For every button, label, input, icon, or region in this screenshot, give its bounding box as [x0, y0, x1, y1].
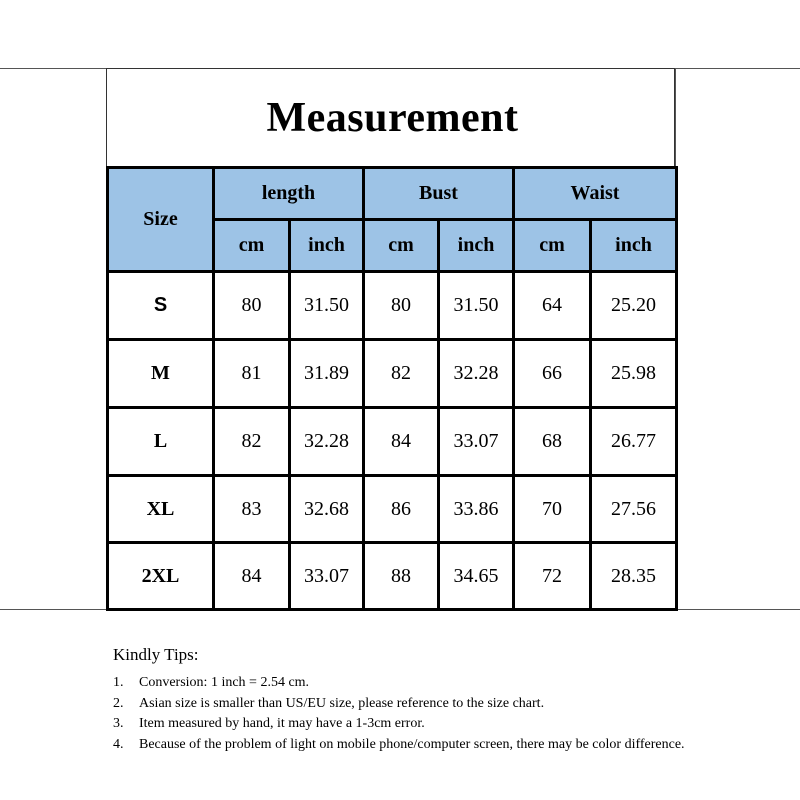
table-cell: 68	[514, 408, 591, 476]
table-cell: 31.50	[439, 272, 514, 340]
bust-header: Bust	[364, 168, 514, 220]
table-row	[108, 272, 677, 340]
table-cell: 66	[514, 340, 591, 408]
table-row	[108, 543, 677, 610]
size-label: S	[108, 272, 214, 340]
table-cell: 31.89	[290, 340, 364, 408]
size-column-header: Size	[108, 168, 214, 272]
table-cell: 32.28	[439, 340, 514, 408]
unit-header: cm	[214, 220, 290, 272]
list-item	[113, 714, 753, 735]
table-row	[108, 408, 677, 476]
tip-text: Conversion: 1 inch = 2.54 cm.	[139, 675, 310, 690]
page-title: Measurement	[266, 94, 519, 141]
table-cell: 25.20	[591, 272, 677, 340]
list-item	[113, 735, 753, 756]
size-chart-table	[106, 166, 678, 611]
list-item	[113, 673, 753, 694]
table-cell: 84	[214, 543, 290, 610]
table-cell: 64	[514, 272, 591, 340]
tip-text: Item measured by hand, it may have a 1-3cm error.	[139, 716, 425, 731]
title-box	[106, 68, 675, 166]
list-number: 2.	[113, 695, 124, 711]
table-cell: 28.35	[591, 543, 677, 610]
tips-section	[113, 645, 753, 755]
waist-header: Waist	[514, 168, 677, 220]
table-cell: 26.77	[591, 408, 677, 476]
table-cell: 25.98	[591, 340, 677, 408]
table-cell: 72	[514, 543, 591, 610]
table-cell: 80	[364, 272, 439, 340]
table-cell: 81	[214, 340, 290, 408]
tip-text: Asian size is smaller than US/EU size, please reference to the size chart.	[139, 695, 545, 711]
table-cell: 83	[214, 476, 290, 543]
table-cell: 82	[214, 408, 290, 476]
size-label: XL	[108, 476, 214, 543]
unit-header: inch	[439, 220, 514, 272]
tip-text: Because of the problem of light on mobile phone/computer screen, there may be color difference.	[139, 736, 685, 752]
table-cell: 84	[364, 408, 439, 476]
table-cell: 33.07	[290, 543, 364, 610]
unit-header: cm	[364, 220, 439, 272]
tips-list	[113, 673, 753, 755]
table-cell: 31.50	[290, 272, 364, 340]
size-label: M	[108, 340, 214, 408]
table-cell: 86	[364, 476, 439, 543]
list-number: 1.	[113, 675, 124, 690]
unit-header: inch	[290, 220, 364, 272]
table-cell: 82	[364, 340, 439, 408]
table-cell: 32.68	[290, 476, 364, 543]
group-header-row	[108, 168, 677, 220]
unit-header: inch	[591, 220, 677, 272]
table-cell: 34.65	[439, 543, 514, 610]
table-cell: 80	[214, 272, 290, 340]
size-label: 2XL	[108, 543, 214, 610]
list-number: 4.	[113, 736, 124, 752]
table-cell: 70	[514, 476, 591, 543]
table-cell: 88	[364, 543, 439, 610]
table-cell: 27.56	[591, 476, 677, 543]
list-number: 3.	[113, 716, 124, 731]
table-row	[108, 340, 677, 408]
tips-title: Kindly Tips:	[113, 645, 199, 664]
table-row	[108, 476, 677, 543]
size-label: L	[108, 408, 214, 476]
table-cell: 33.07	[439, 408, 514, 476]
unit-header: cm	[514, 220, 591, 272]
table-cell: 33.86	[439, 476, 514, 543]
length-header: length	[214, 168, 364, 220]
table-cell: 32.28	[290, 408, 364, 476]
list-item	[113, 694, 753, 715]
